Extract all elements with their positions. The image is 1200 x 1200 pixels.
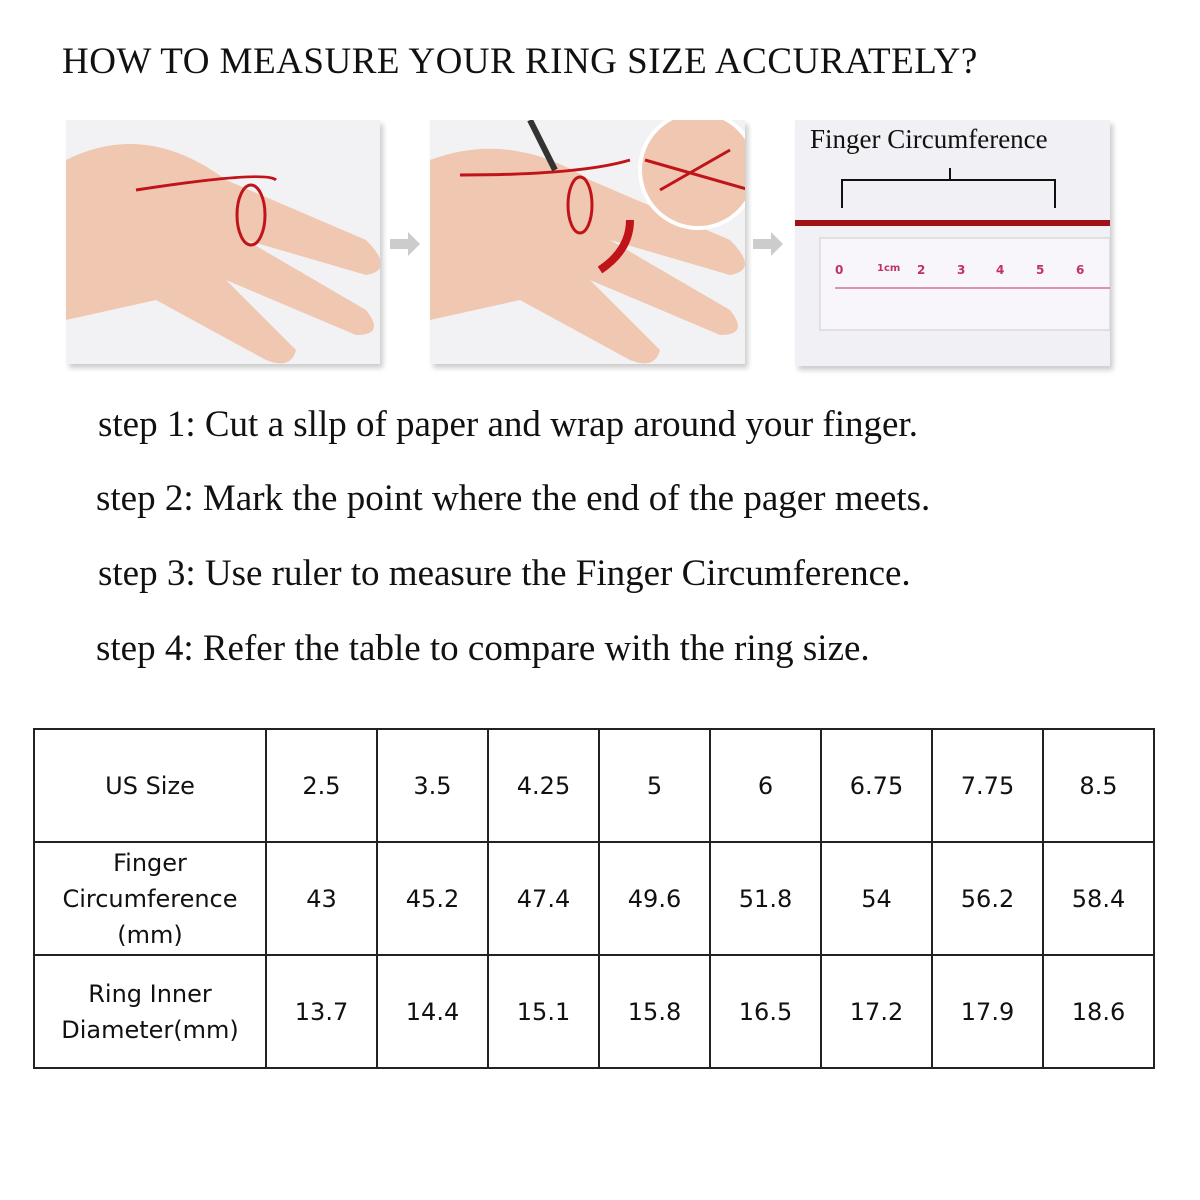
step-4-text: step 4: Refer the table to compare with the ring size.	[96, 628, 870, 669]
row-header: Finger Circumference (mm)	[34, 842, 266, 955]
row-header: Ring Inner Diameter(mm)	[34, 955, 266, 1068]
ruler-illustration	[795, 120, 1110, 366]
table-cell: 15.1	[488, 955, 599, 1068]
row-header: US Size	[34, 729, 266, 842]
step-3-text: step 3: Use ruler to measure the Finger Circumference.	[98, 553, 911, 594]
step1-hand-photo	[66, 120, 380, 364]
ruler-tick-label: 6	[1076, 263, 1085, 277]
table-cell: 3.5	[377, 729, 488, 842]
step-2-text: step 2: Mark the point where the end of the pager meets.	[96, 478, 931, 519]
hand-marking-illustration	[430, 120, 745, 364]
ruler-tick-label: 5	[1036, 263, 1045, 277]
step3-ruler-diagram	[795, 120, 1110, 366]
ruler-tick-label: 0	[835, 263, 844, 277]
table-cell: 54	[821, 842, 932, 955]
arrow-right-icon	[753, 232, 783, 256]
table-cell: 2.5	[266, 729, 377, 842]
table-cell: 56.2	[932, 842, 1043, 955]
ruler-tick-label: 2	[917, 263, 926, 277]
table-cell: 17.2	[821, 955, 932, 1068]
page-title: HOW TO MEASURE YOUR RING SIZE ACCURATELY?	[62, 41, 978, 82]
table-cell: 17.9	[932, 955, 1043, 1068]
table-cell: 51.8	[710, 842, 821, 955]
table-cell: 13.7	[266, 955, 377, 1068]
table-cell: 18.6	[1043, 955, 1154, 1068]
table-cell: 7.75	[932, 729, 1043, 842]
hand-with-string-illustration	[66, 120, 380, 364]
table-cell: 43	[266, 842, 377, 955]
table-cell: 4.25	[488, 729, 599, 842]
ruler-tick-label: 3	[957, 263, 966, 277]
table-cell: 6	[710, 729, 821, 842]
ruler-tick-label: 1cm	[877, 263, 901, 274]
table-cell: 49.6	[599, 842, 710, 955]
table-cell: 58.4	[1043, 842, 1154, 955]
table-row	[34, 955, 1154, 1068]
step-1-text: step 1: Cut a sllp of paper and wrap around your finger.	[98, 404, 918, 445]
step2-mark-photo	[430, 120, 745, 364]
table-cell: 15.8	[599, 955, 710, 1068]
table-cell: 45.2	[377, 842, 488, 955]
table-row	[34, 729, 1154, 842]
ruler-tick-label: 4	[996, 263, 1005, 277]
ring-size-table	[33, 728, 1155, 1069]
table-cell: 16.5	[710, 955, 821, 1068]
table-cell: 47.4	[488, 842, 599, 955]
table-cell: 6.75	[821, 729, 932, 842]
table-cell: 14.4	[377, 955, 488, 1068]
table-cell: 5	[599, 729, 710, 842]
table-row	[34, 842, 1154, 955]
finger-circumference-label: Finger Circumference	[810, 124, 1048, 154]
table-cell: 8.5	[1043, 729, 1154, 842]
arrow-right-icon	[390, 232, 420, 256]
